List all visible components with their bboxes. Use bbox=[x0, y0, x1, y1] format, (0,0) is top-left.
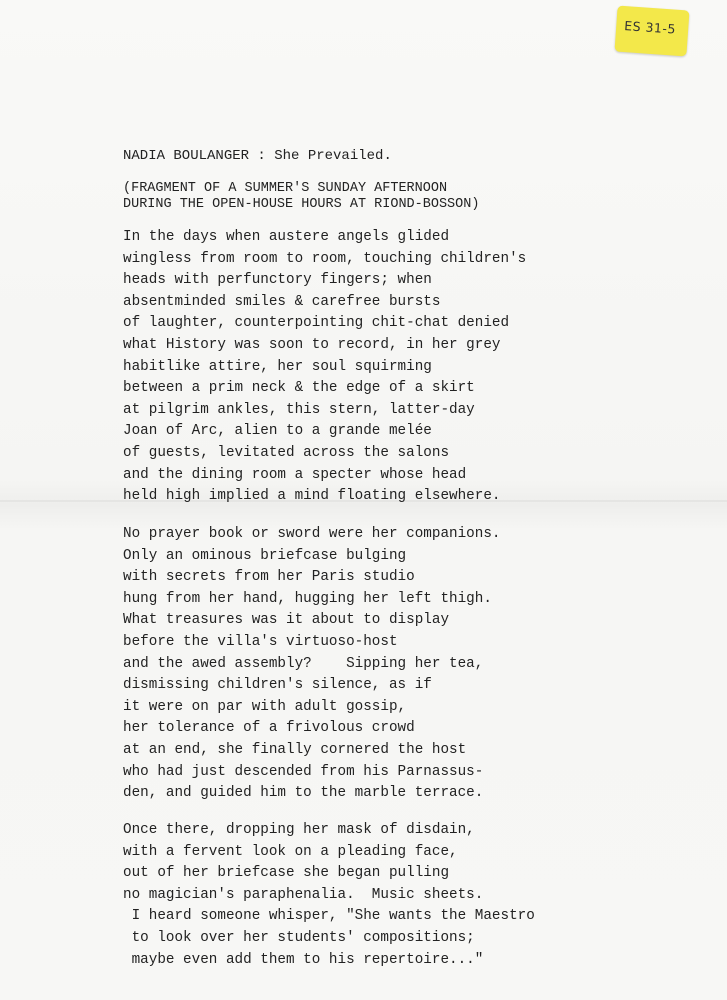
poem-line: with secrets from her Paris studio bbox=[123, 569, 415, 586]
poem-line: heads with perfunctory fingers; when bbox=[123, 272, 432, 289]
document-subtitle bbox=[123, 181, 479, 213]
poem-line: maybe even add them to his repertoire..." bbox=[123, 951, 484, 968]
poem-line: Only an ominous briefcase bulging bbox=[123, 547, 407, 564]
poem-line: no magician's paraphenalia. Music sheets. bbox=[123, 886, 484, 903]
stanza-1 bbox=[123, 227, 526, 508]
stanza-3 bbox=[123, 820, 535, 971]
poem-line: Joan of Arc, alien to a grande melée bbox=[123, 423, 432, 440]
poem-line: den, and guided him to the marble terrace. bbox=[123, 785, 484, 802]
poem-line: wingless from room to room, touching children's bbox=[123, 250, 527, 267]
poem-line: and the dining room a specter whose head bbox=[123, 466, 467, 483]
poem-line: before the villa's virtuoso-host bbox=[123, 633, 398, 650]
poem-line: of laughter, counterpointing chit-chat denied bbox=[123, 315, 510, 332]
archive-tag-label: ES 31-5 bbox=[623, 18, 677, 37]
stanza-2 bbox=[123, 524, 501, 805]
poem-line: out of her briefcase she began pulling bbox=[123, 865, 450, 882]
poem-line: In the days when austere angels glided bbox=[123, 229, 450, 245]
poem-line: what History was soon to record, in her grey bbox=[123, 336, 501, 353]
poem-line: No prayer book or sword were her companions. bbox=[123, 526, 501, 542]
poem-line: who had just descended from his Parnassus- bbox=[123, 763, 484, 780]
poem-line: at an end, she finally cornered the host bbox=[123, 741, 467, 758]
document-title: NADIA BOULANGER : She Prevailed. bbox=[123, 148, 392, 164]
poem-line: held high implied a mind floating elsewhere. bbox=[123, 488, 501, 505]
poem-line: What treasures was it about to display bbox=[123, 612, 450, 629]
poem-line: to look over her students' compositions; bbox=[123, 929, 475, 946]
poem-line: and the awed assembly? Sipping her tea, bbox=[123, 655, 484, 672]
poem-line: with a fervent look on a pleading face, bbox=[123, 843, 458, 860]
poem-line: habitlike attire, her soul squirming bbox=[123, 358, 432, 375]
subtitle-line: DURING THE OPEN-HOUSE HOURS AT RIOND-BOSSON) bbox=[123, 197, 480, 212]
poem-line: Once there, dropping her mask of disdain, bbox=[123, 822, 475, 838]
poem-line: hung from her hand, hugging her left thigh. bbox=[123, 590, 492, 607]
poem-line: her tolerance of a frivolous crowd bbox=[123, 720, 415, 737]
poem-line: absentminded smiles & carefree bursts bbox=[123, 293, 441, 310]
poem-line: it were on par with adult gossip, bbox=[123, 698, 407, 715]
archive-tag-sticker bbox=[614, 6, 689, 57]
poem-line: I heard someone whisper, "She wants the Maestro bbox=[123, 908, 535, 925]
poem-line: at pilgrim ankles, this stern, latter-day bbox=[123, 401, 475, 418]
subtitle-line: (FRAGMENT OF A SUMMER'S SUNDAY AFTERNOON bbox=[123, 181, 448, 196]
poem-line: dismissing children's silence, as if bbox=[123, 677, 432, 694]
poem-line: of guests, levitated across the salons bbox=[123, 444, 450, 461]
poem-line: between a prim neck & the edge of a skirt bbox=[123, 380, 475, 397]
